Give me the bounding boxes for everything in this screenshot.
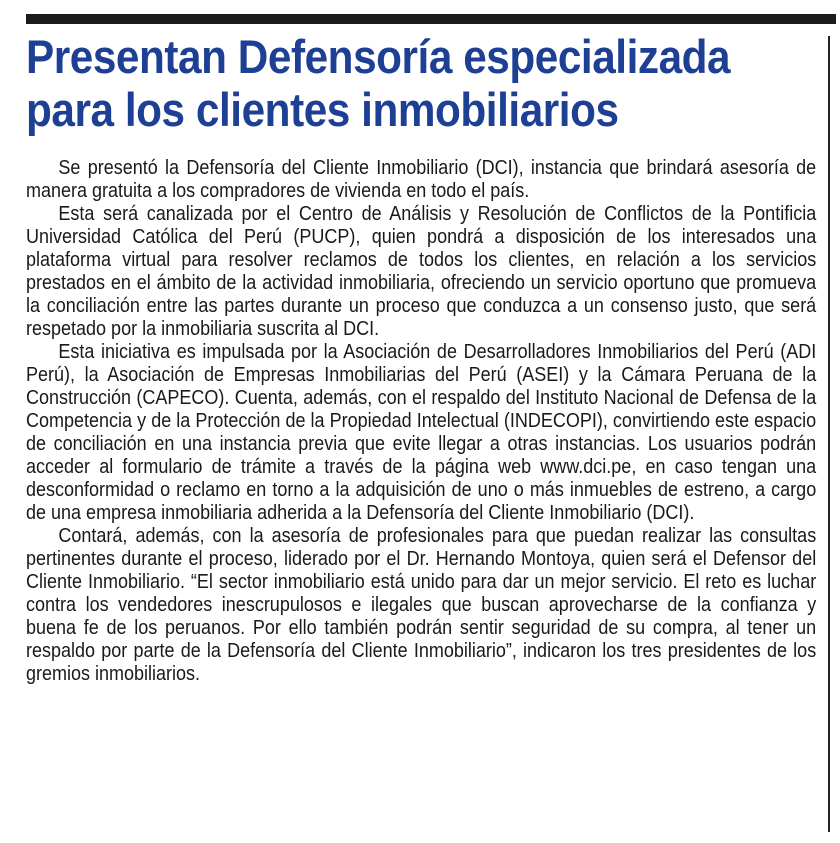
article-paragraph: Contará, además, con la asesoría de profesionales para que puedan realizar las consultas pertinentes durante el proceso, liderado por el Dr. Hernando Montoya, quien será el Defensor del Cliente Inmobiliario. “El sector inmobiliario está unido para dar un mejor servicio. El reto es luchar contra los vendedores inescrupulosos e ilegales que buscan aprovecharse de la confianza y buena fe de los peruanos. Por ello también podrán sentir seguridad de su compra, al tener un respaldo por parte de la Defensoría del Cliente Inmobiliario”, indicaron los tres presidentes de los gremios inmobiliarios. xyxy=(26,525,817,685)
article-paragraph: Esta será canalizada por el Centro de Análisis y Resolución de Conflictos de la Pontificia Universidad Católica del Perú (PUCP), quien pondrá a disposición de los interesados una plataforma virtual para resolver reclamos de todos los clientes, en relación a los servicios prestados en el ámbito de la actividad inmobiliaria, ofreciendo un servicio oportuno que promueva la conciliación entre las partes durante un proceso que conduzca a un consenso justo, que será respetado por la inmobiliaria suscrita al DCI. xyxy=(26,203,817,340)
column-rule xyxy=(828,36,830,832)
article-paragraph: Se presentó la Defensoría del Cliente Inmobiliario (DCI), instancia que brindará asesoría de manera gratuita a los compradores de vivienda en todo el país. xyxy=(26,157,817,202)
article-body xyxy=(26,157,816,686)
article-headline: Presentan Defensoría especializada para los clientes inmobiliarios xyxy=(26,30,731,136)
article-paragraph: Esta iniciativa es impulsada por la Asociación de Desarrolladores Inmobiliarios del Perú (ADI Perú), la Asociación de Empresas Inmobiliarias del Perú (ASEI) y la Cámara Peruana de la Construcción (CAPECO). Cuenta, además, con el respaldo del Instituto Nacional de Defensa de la Competencia y de la Protección de la Propiedad Intelectual (INDECOPI), convirtiendo este espacio de conciliación en una instancia previa que evite llegar a otras instancias. Los usuarios podrán acceder al formulario de trámite a través de la página web www.dci.pe, en caso tengan una desconformidad o reclamo en torno a la adquisición de uno o más inmuebles de estreno, a cargo de una empresa inmobiliaria adherida a la Defensoría del Cliente Inmobiliario (DCI). xyxy=(26,341,817,524)
top-rule xyxy=(26,14,836,24)
